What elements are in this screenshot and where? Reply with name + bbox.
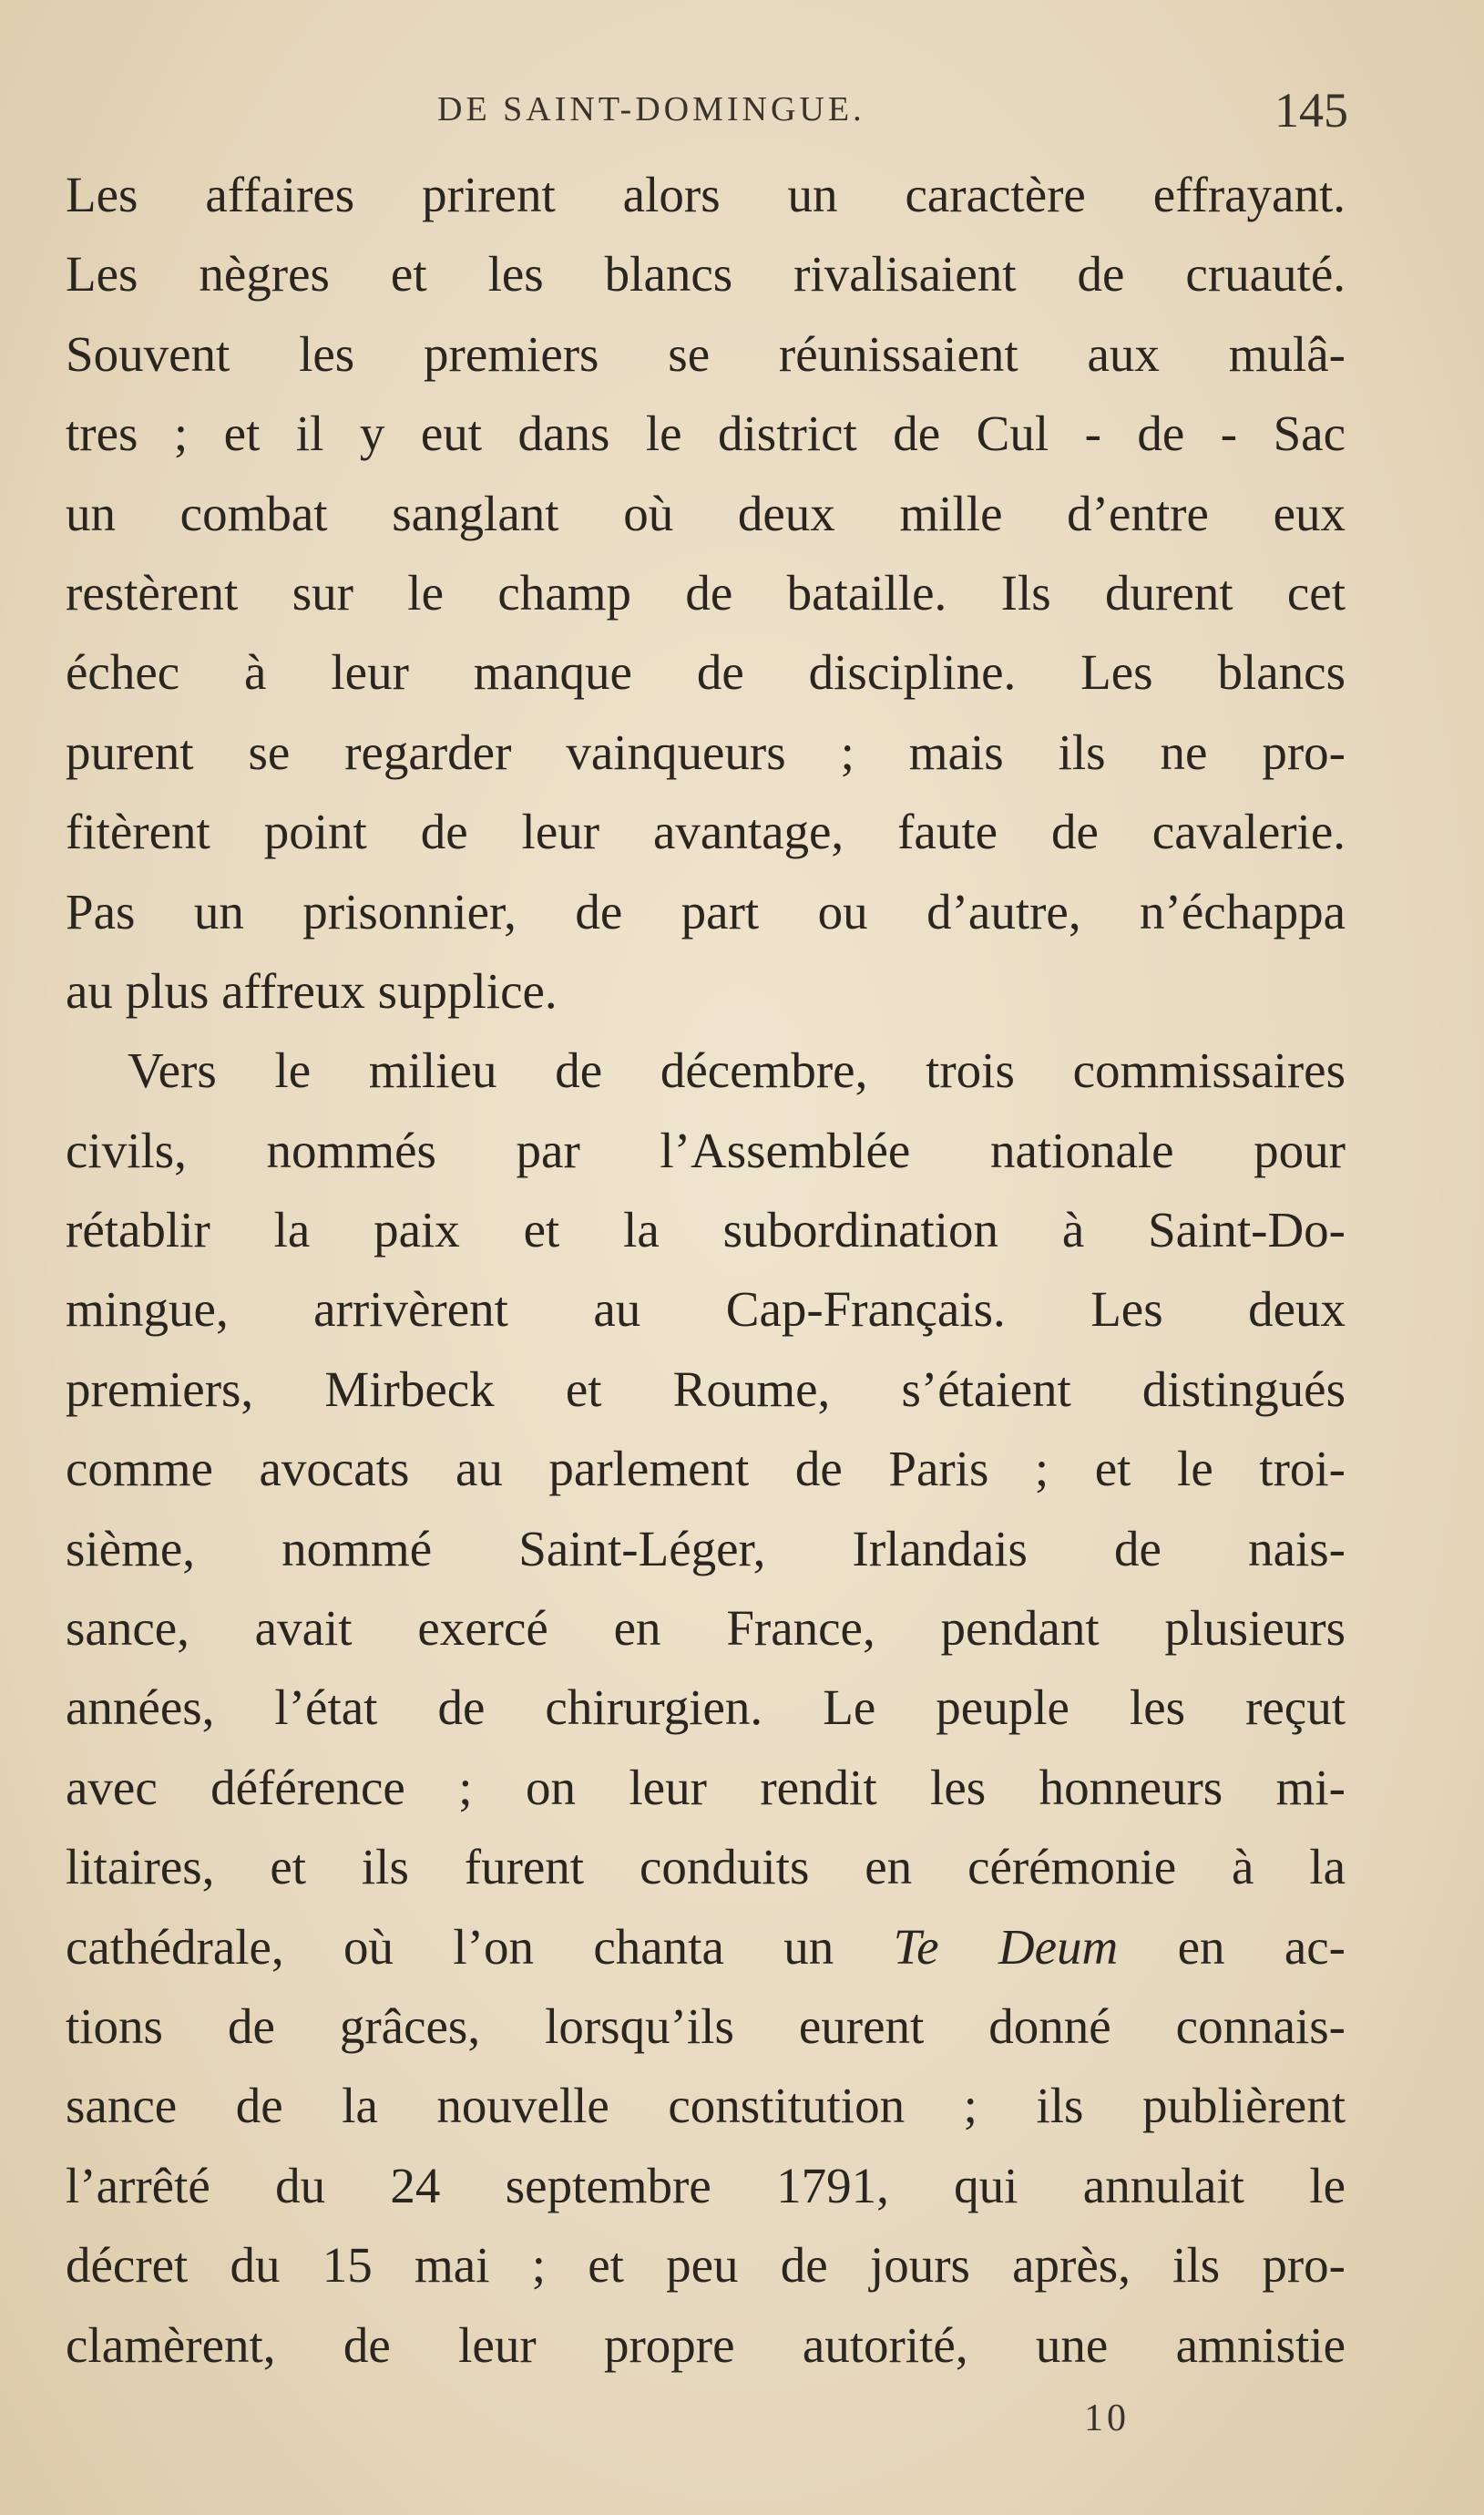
text-line: Les nègres et les blancs rivalisaient de cruauté. [66, 246, 1346, 303]
text-line: l’arrêté du 24 septembre 1791, qui annulait le [66, 2157, 1346, 2213]
page-number: 145 [1274, 83, 1348, 138]
text-segment: en ac- [1118, 1918, 1346, 1975]
text-line: purent se regarder vainqueurs ; mais ils ne pro- [66, 724, 1346, 780]
text-line: échec à leur manque de discipline. Les blancs [66, 644, 1346, 701]
text-line: civils, nommés par l’Assemblée nationale pour [66, 1122, 1346, 1178]
text-line: mingue, arrivèrent au Cap-Français. Les deux [66, 1281, 1346, 1338]
text-line: rétablir la paix et la subordination à Saint-Do- [66, 1202, 1346, 1258]
text-line: clamèrent, de leur propre autorité, une amnistie [66, 2316, 1346, 2373]
text-line: au plus affreux supplice. [66, 962, 558, 1019]
text-line: sance de la nouvelle constitution ; ils publièrent [66, 2078, 1346, 2134]
text-line: premiers, Mirbeck et Roume, s’étaient distingués [66, 1360, 1346, 1417]
text-segment: cathédrale, où l’on chanta un [66, 1918, 894, 1975]
text-line: sance, avait exercé en France, pendant plusieurs [66, 1600, 1346, 1657]
text-line: années, l’état de chirurgien. Le peuple les reçut [66, 1679, 1346, 1736]
text-line: décret du 15 mai ; et peu de jours après, ils pro- [66, 2237, 1346, 2294]
body-text [66, 155, 1346, 2385]
text-line: un combat sanglant où deux mille d’entre eux [66, 485, 1346, 541]
signature-mark: 10 [1084, 2397, 1130, 2439]
text-line: restèrent sur le champ de bataille. Ils durent cet [66, 564, 1346, 621]
text-line-indented: Vers le milieu de décembre, trois commissaires [128, 1042, 1346, 1099]
text-line: comme avocats au parlement de Paris ; et le troi- [66, 1441, 1346, 1497]
text-line-with-italic [66, 1907, 1346, 1986]
running-title: DE SAINT-DOMINGUE. [437, 90, 865, 128]
text-line: litaires, et ils furent conduits en cérémonie à la [66, 1839, 1346, 1895]
text-line: fitèrent point de leur avantage, faute de cavalerie. [66, 804, 1346, 860]
page-header [64, 82, 1348, 137]
text-line: tions de grâces, lorsqu’ils eurent donné connais- [66, 1997, 1346, 2054]
text-line: avec déférence ; on leur rendit les honneurs mi- [66, 1759, 1346, 1815]
italic-phrase: Te Deum [893, 1918, 1119, 1975]
text-line: tres ; et il y eut dans le district de Cul - de - Sac [66, 405, 1346, 462]
text-line: Pas un prisonnier, de part ou d’autre, n’échappa [66, 883, 1346, 939]
text-line: Souvent les premiers se réunissaient aux mulâ- [66, 325, 1346, 382]
text-line: Les affaires prirent alors un caractère effrayant. [66, 167, 1346, 222]
text-line: sième, nommé Saint-Léger, Irlandais de nais- [66, 1520, 1346, 1576]
